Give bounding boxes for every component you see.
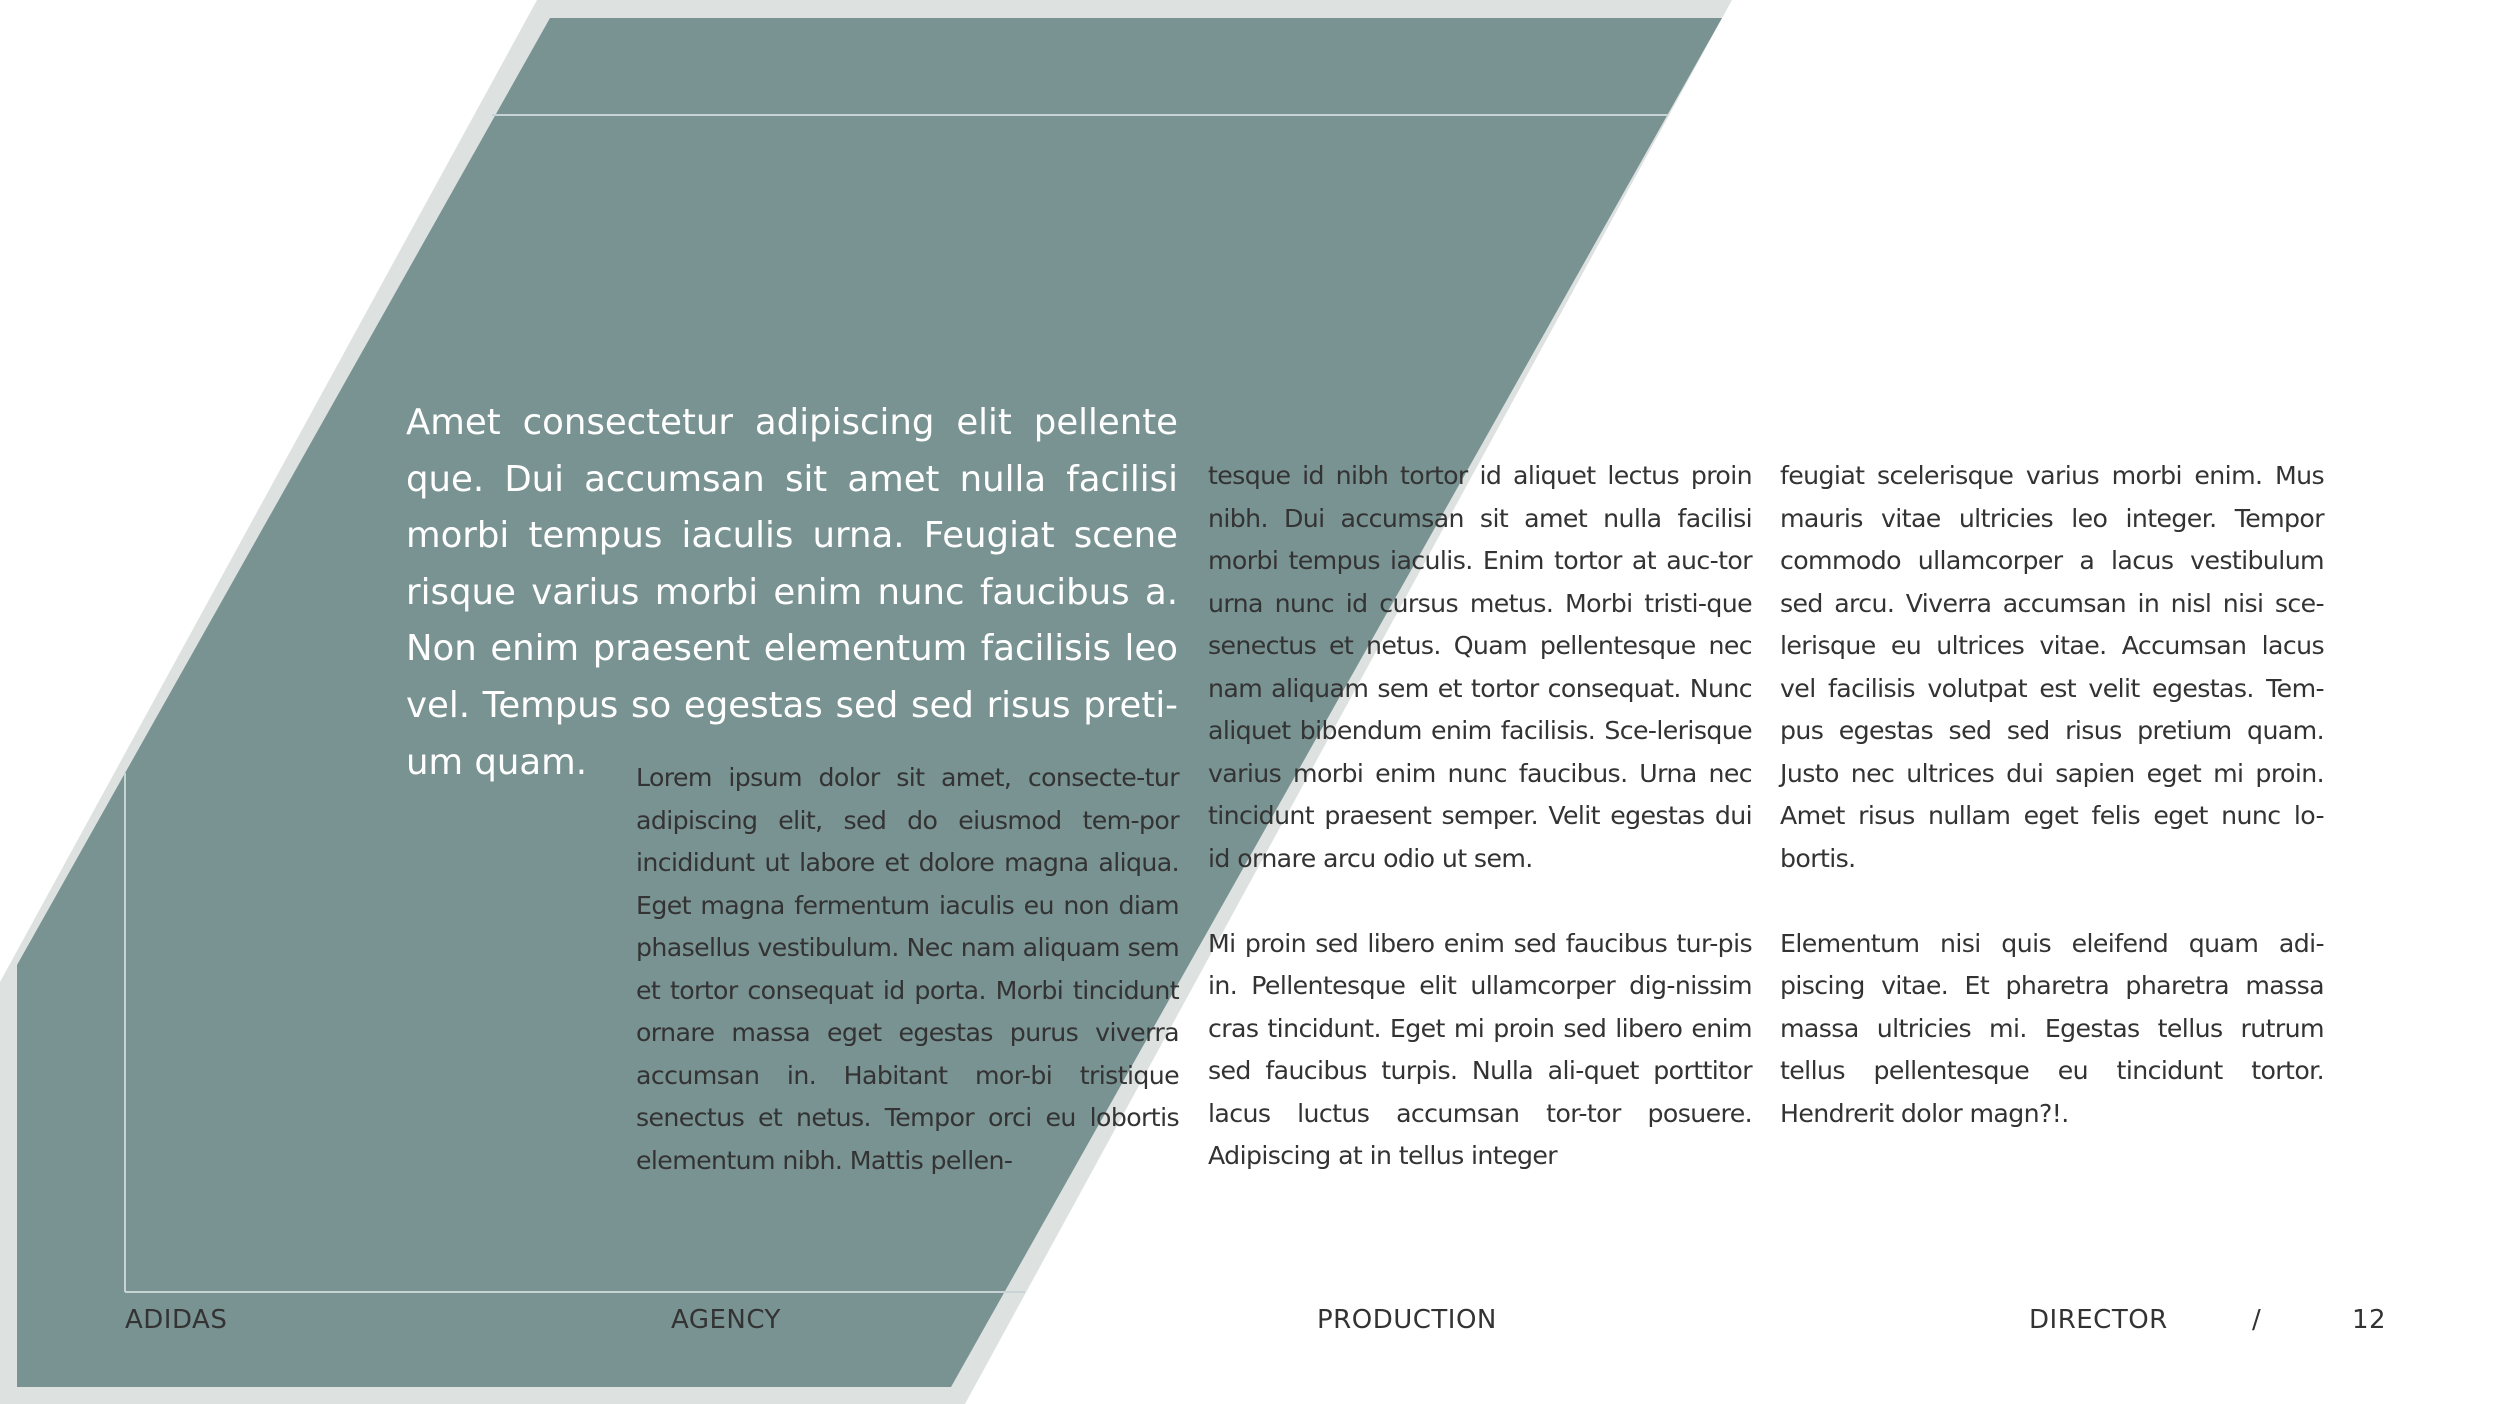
column-paragraph: Elementum nisi quis eleifend quam adi-piscing vitae. Et pharetra pharetra massa massa ultricies mi. Egestas tellus rutrum tellus pellentesque eu tincidunt tortor. Hendrerit dolor magn?!. [1780, 928, 2324, 1128]
footer-agency: AGENCY [671, 1305, 781, 1335]
footer-separator: / [2252, 1305, 2262, 1335]
column-paragraph: Mi proin sed libero enim sed faucibus tur-pis in. Pellentesque elit ullamcorper dig-nissim cras tincidunt. Eget mi proin sed libero enim sed faucibus turpis. Nulla ali-quet porttitor lacus luctus accumsan tor-tor posuere. Adipiscing at in tellus integer [1208, 928, 1752, 1170]
column-paragraph: feugiat scelerisque varius morbi enim. Mus mauris vitae ultricies leo integer. Tempor commodo ullamcorper a lacus vestibulum sed arcu. Viverra accumsan in nisl nisi sce-lerisque eu ultrices vitae. Accumsan lacus vel facilisis volutpat est velit egestas. Tem-pus egestas sed sed risus pretium quam. Justo nec ultrices dui sapien eget mi proin. Amet risus nullam eget felis eget nunc lo-bortis. [1780, 461, 2324, 873]
column-paragraph: Lorem ipsum dolor sit amet, consecte-tur adipiscing elit, sed do eiusmod tem-por incididunt ut labore et dolore magna aliqua. Eget magna fermentum iaculis eu non diam phasellus vestibulum. Nec nam aliquam sem et tortor consequat id porta. Morbi tincidunt ornare massa eget egestas purus viverra accumsan in. Habitant mor-bi tristique senectus et netus. Tempor orci eu lobortis elementum nibh. Mattis pellen- [636, 763, 1179, 1175]
column-paragraph: tesque id nibh tortor id aliquet lectus proin nibh. Dui accumsan sit amet nulla facilisi morbi tempus iaculis. Enim tortor at auc-tor urna nunc id cursus metus. Morbi tristi-que senectus et netus. Quam pellentesque nec nam aliquam sem et tortor consequat. Nunc aliquet bibendum enim facilisis. Sce-lerisque varius morbi enim nunc faucibus. Urna nec tincidunt praesent semper. Velit egestas dui id ornare arcu odio ut sem. [1208, 461, 1752, 873]
text-column-1 [636, 757, 1179, 1182]
footer-client: ADIDAS [125, 1305, 228, 1335]
footer-director: DIRECTOR [2029, 1305, 2168, 1335]
text-column-3 [1780, 455, 2324, 1135]
text-column-2 [1208, 455, 1752, 1178]
lead-paragraph: Amet consectetur adipiscing elit pellente que. Dui accumsan sit amet nulla facilisi morbi tempus iaculis urna. Feugiat scene risque varius morbi enim nunc faucibus a. Non enim praesent elementum facilisis leo vel. Tempus so egestas sed sed risus preti-um quam. [406, 402, 1178, 783]
footer-production: PRODUCTION [1317, 1305, 1497, 1335]
page-number: 12 [2352, 1305, 2387, 1335]
